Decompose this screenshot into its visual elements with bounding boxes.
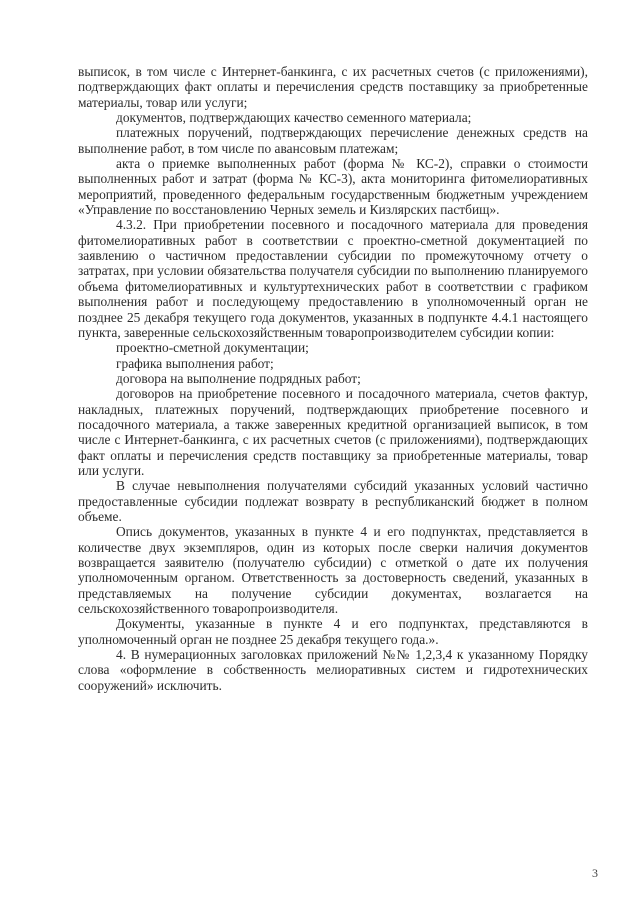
paragraph-item-4: 4. В нумерационных заголовках приложений №№ 1,2,3,4 к указанному Порядку слова «оформление в собственность мелиоративных систем и гидротехнических сооружений» исключить.	[78, 647, 588, 693]
page-number: 3	[592, 866, 598, 880]
paragraph-bank-statements: выписок, в том числе с Интернет-банкинга, с их расчетных счетов (с приложениями), подтверждающих факт оплаты и перечисления средств поставщику за приобретенные материалы, товар или услуги;	[78, 64, 588, 110]
paragraph-4-3-2: 4.3.2. При приобретении посевного и посадочного материала для проведения фитомелиоративных работ в соответствии с проектно-сметной документацией по заявлению о частичном предоставлении субсидии по промежуточному отчету о затратах, при условии обязательства получателя субсидии по выполнению планируемого объема фитомелиоративных и культуртехнических работ в соответствии с графиком выполнения работ и последующему предоставлению в уполномоченный орган не позднее 25 декабря текущего года документов, указанных в подпункте 4.4.1 настоящего пункта, заверенные сельскохозяйственным товаропроизводителем субсидии копии:	[78, 217, 588, 340]
paragraph-inventory: Опись документов, указанных в пункте 4 и его подпунктах, представляется в количестве двух экземпляров, один из которых после сверки наличия документов возвращается заявителю (получателю субсидии) с отметкой о дате их получения уполномоченным органом. Ответственность за достоверность сведений, указанных в представляемых на получение субсидии документах, возлагается на сельскохозяйственного товаропроизводителя.	[78, 524, 588, 617]
paragraph-design-docs: проектно-сметной документации;	[116, 340, 309, 356]
paragraph-work-schedule: графика выполнения работ;	[116, 355, 274, 371]
paragraph-acceptance-act: акта о приемке выполненных работ (форма № КС-2), справки о стоимости выполненных работ и затрат (форма № КС-3), акта мониторинга фитомелиоративных мероприятий, проведенного федеральным государственным бюджетным учреждением «Управление по восстановлению Черных земель и Кизлярских пастбищ».	[78, 156, 588, 218]
paragraph-deadline: Документы, указанные в пункте 4 и его подпунктах, представляются в уполномоченный орган не позднее 25 декабря текущего года.».	[78, 616, 588, 647]
paragraph-purchase-contracts: договоров на приобретение посевного и посадочного материала, счетов фактур, накладных, платежных поручений, подтверждающих приобретение посевного и посадочного материала, а также заверенных кредитной организацией выписок, в том числе с Интернет-банкинга, с их расчетных счетов (с приложениями), подтверждающих факт оплаты и перечисления средств поставщику за приобретенные материалы, товар или услуги.	[78, 386, 588, 478]
paragraph-non-fulfillment: В случае невыполнения получателями субсидий указанных условий частично предоставленные субсидии подлежат возврату в республиканский бюджет в полном объеме.	[78, 478, 588, 524]
paragraph-seed-quality: документов, подтверждающих качество семенного материала;	[116, 110, 472, 126]
paragraph-contract: договора на выполнение подрядных работ;	[116, 370, 361, 386]
paragraph-payment-orders: платежных поручений, подтверждающих перечисление денежных средств на выполнение работ, в том числе по авансовым платежам;	[78, 125, 588, 156]
document-body	[78, 64, 588, 693]
